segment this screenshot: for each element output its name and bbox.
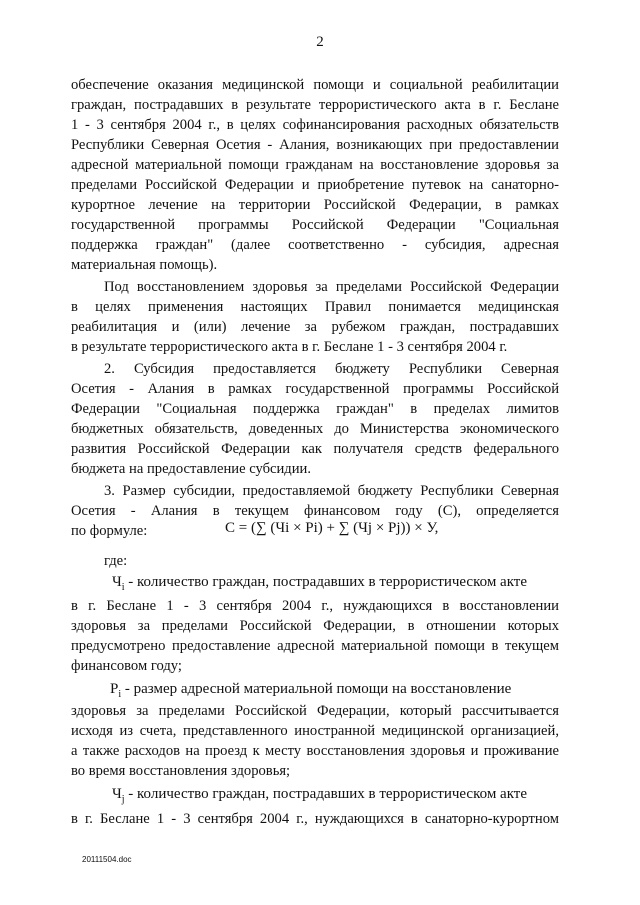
- text-line: материальная помощь).: [71, 257, 218, 273]
- text-line: граждан, пострадавших в результате террористического акта в г. Беслане: [71, 97, 559, 113]
- text-line: 3. Размер субсидии, предоставляемой бюджету Республики Северная: [104, 483, 559, 499]
- variable-chi-definition: [112, 574, 527, 593]
- text-line: Осетия - Алания в текущем финансовом году (С), определяется: [71, 503, 559, 519]
- text-line: реабилитация и (или) лечение за рубежом граждан, пострадавших: [71, 319, 559, 335]
- text-line: во время восстановления здоровья;: [71, 763, 291, 779]
- variable-pi-definition: [110, 681, 511, 700]
- text-line: курортное лечение на территории Российской Федерации, в рамках: [71, 197, 559, 213]
- variable-text: - количество граждан, пострадавших в террористическом акте: [124, 574, 528, 590]
- variable-subscript: j: [121, 794, 125, 805]
- file-name-footer: 20111504.doc: [82, 855, 132, 864]
- text-line: в целях применения настоящих Правил понимается медицинская: [71, 299, 559, 315]
- text-line: здоровья за пределами Российской Федерации, в отношении которых: [71, 618, 559, 634]
- text-line: в г. Беслане 1 - 3 сентября 2004 г., нуждающихся в восстановлении: [71, 598, 559, 614]
- text-line: предусмотрено предоставление адресной материальной помощи в текущем: [71, 638, 559, 654]
- where-label: где:: [104, 553, 128, 569]
- variable-symbol: Р: [110, 681, 119, 697]
- text-line: в результате террористического акта в г. Беслане 1 - 3 сентября 2004 г.: [71, 339, 508, 355]
- variable-subscript: i: [118, 689, 122, 700]
- text-line: пределами Российской Федерации и приобретение путевок на санаторно-: [71, 177, 559, 193]
- text-line: Осетия - Алания в рамках государственной программы Российской: [71, 381, 559, 397]
- subsidy-formula: С = (∑ (Чi × Рi) + ∑ (Чj × Рj)) × У,: [225, 520, 439, 536]
- variable-chj-definition: [112, 786, 527, 805]
- variable-text: - количество граждан, пострадавших в террористическом акте: [124, 786, 528, 802]
- text-line: бюджетных обязательств, доведенных до Министерства экономического: [71, 421, 559, 437]
- text-line: 2. Субсидия предоставляется бюджету Республики Северная: [104, 361, 559, 377]
- text-line: исходя из счета, представленного иностранной медицинской организацией,: [71, 723, 559, 739]
- variable-text: - размер адресной материальной помощи на восстановление: [121, 681, 512, 697]
- text-line: по формуле:: [71, 523, 148, 539]
- text-line: поддержка граждан" (далее соответственно - субсидия, адресная: [71, 237, 559, 253]
- text-line: финансовом году;: [71, 658, 182, 674]
- variable-symbol: Ч: [112, 786, 122, 802]
- variable-subscript: i: [121, 582, 125, 593]
- text-line: обеспечение оказания медицинской помощи и социальной реабилитации: [71, 77, 559, 93]
- text-line: Под восстановлением здоровья за пределами Российской Федерации: [104, 279, 559, 295]
- text-line: 1 - 3 сентября 2004 г., в целях софинансирования расходных обязательств: [71, 117, 559, 133]
- variable-symbol: Ч: [112, 574, 122, 590]
- text-line: Федерации "Социальная поддержка граждан" в пределах лимитов: [71, 401, 559, 417]
- text-line: а также расходов на проезд к месту восстановления здоровья и проживание: [71, 743, 559, 759]
- text-line: Республики Северная Осетия - Алания, возникающих при предоставлении: [71, 137, 559, 153]
- text-line: адресной материальной помощи гражданам на восстановление здоровья за: [71, 157, 559, 173]
- text-line: здоровья за пределами Российской Федерации, который рассчитывается: [71, 703, 559, 719]
- text-line: в г. Беслане 1 - 3 сентября 2004 г., нуждающихся в санаторно-курортном: [71, 811, 559, 827]
- text-line: государственной программы Российской Федерации "Социальная: [71, 217, 559, 233]
- text-line: развития Российской Федерации как получателя средств федерального: [71, 441, 559, 457]
- text-line: бюджета на предоставление субсидии.: [71, 461, 311, 477]
- page-number: 2: [316, 34, 324, 50]
